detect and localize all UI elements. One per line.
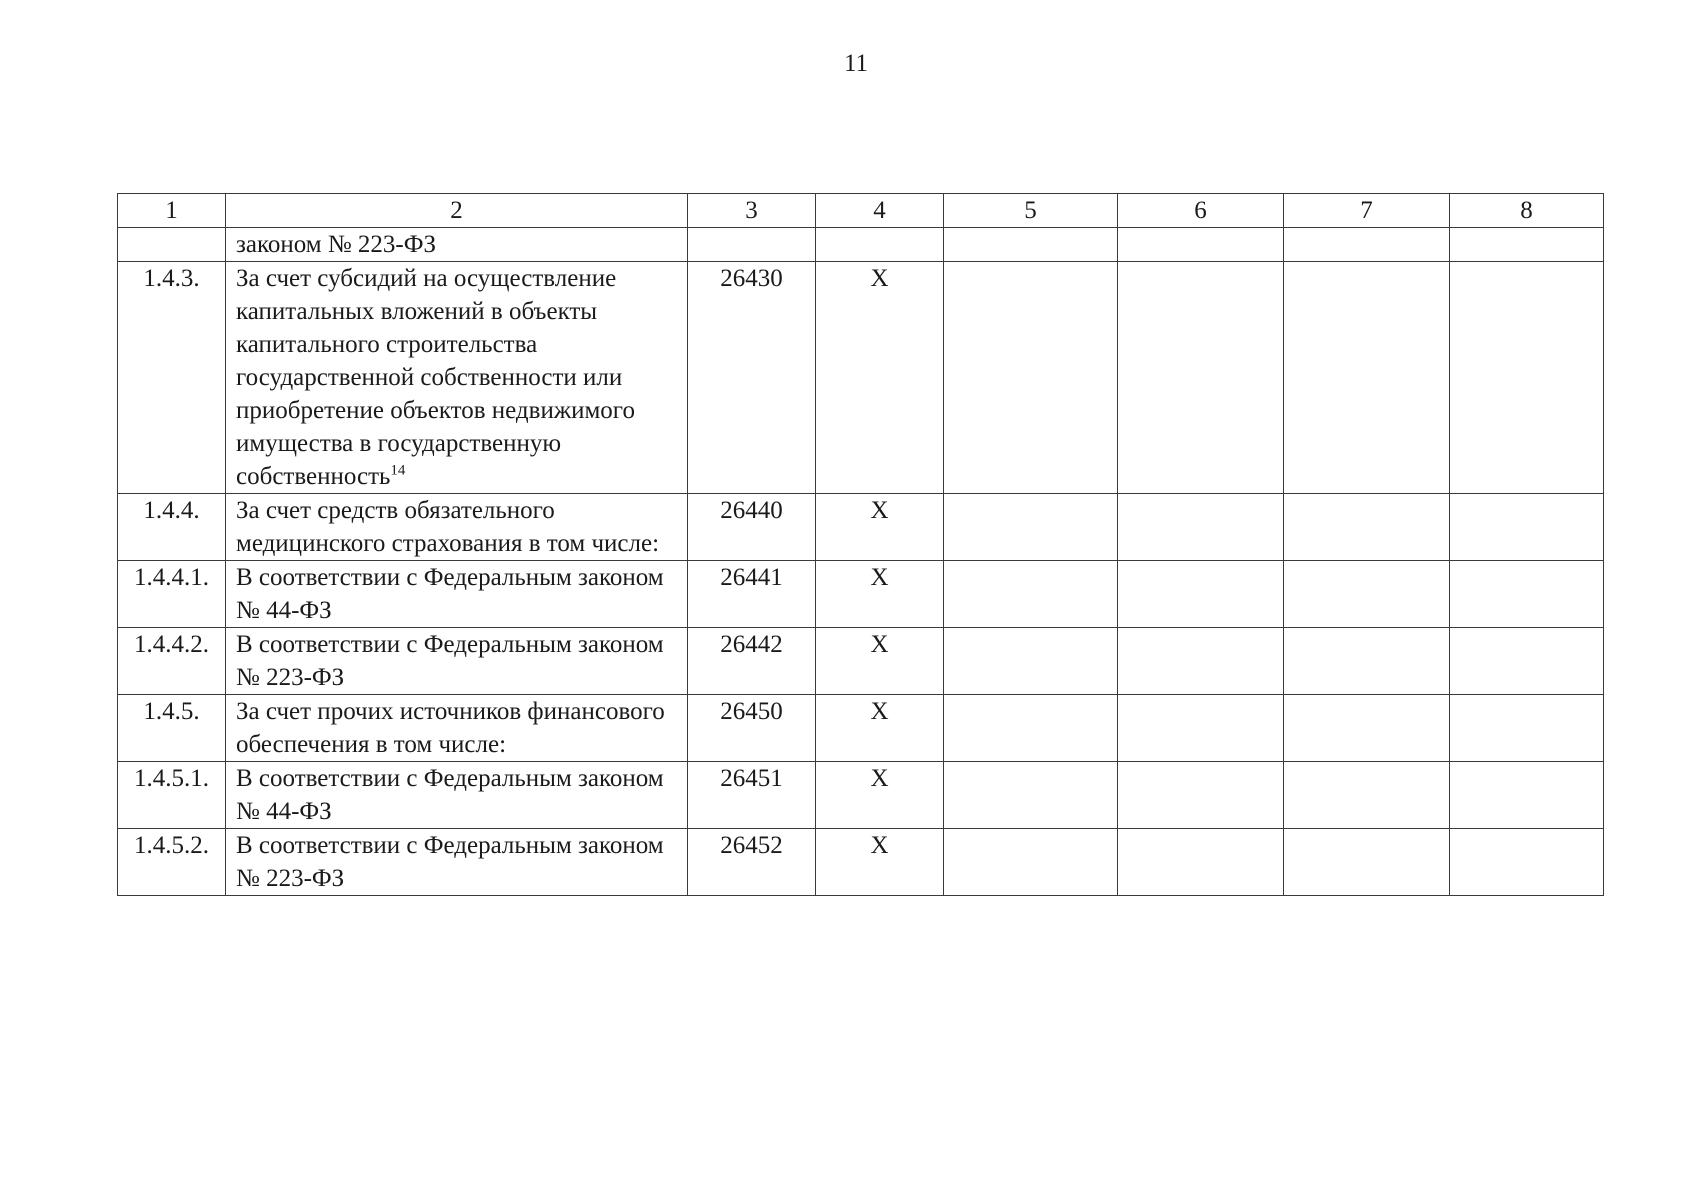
empty-cell [1450, 228, 1604, 262]
empty-cell [944, 695, 1118, 762]
report-table [117, 193, 1604, 896]
row-description [226, 494, 688, 561]
row-code: 26452 [688, 829, 816, 896]
row-description-text: В соответствии с Федеральным законом № 223-ФЗ [236, 832, 664, 892]
empty-cell [1284, 262, 1450, 494]
row-description [226, 829, 688, 896]
row-description [226, 628, 688, 695]
empty-cell [1118, 762, 1284, 829]
column-header: 3 [688, 194, 816, 228]
row-code: 26451 [688, 762, 816, 829]
row-code [688, 228, 816, 262]
column-header: 8 [1450, 194, 1604, 228]
row-number: 1.4.4.1. [118, 561, 226, 628]
table-header-row [118, 194, 1604, 228]
empty-cell [1118, 695, 1284, 762]
column-header: 1 [118, 194, 226, 228]
empty-cell [944, 762, 1118, 829]
table-row [118, 628, 1604, 695]
table-row [118, 561, 1604, 628]
row-description-text: законом № 223-ФЗ [236, 231, 437, 258]
empty-cell [944, 628, 1118, 695]
table-row [118, 695, 1604, 762]
empty-cell [944, 561, 1118, 628]
empty-cell [1284, 494, 1450, 561]
table-row [118, 829, 1604, 896]
row-mark: X [816, 829, 944, 896]
column-header: 4 [816, 194, 944, 228]
row-description-text: В соответствии с Федеральным законом № 44-ФЗ [236, 564, 664, 624]
row-description-text: В соответствии с Федеральным законом № 223-ФЗ [236, 631, 664, 691]
row-mark: X [816, 695, 944, 762]
empty-cell [1118, 494, 1284, 561]
row-number: 1.4.3. [118, 262, 226, 494]
row-mark: X [816, 262, 944, 494]
empty-cell [1450, 762, 1604, 829]
row-number [118, 228, 226, 262]
empty-cell [944, 829, 1118, 896]
row-mark: X [816, 494, 944, 561]
row-number: 1.4.5.2. [118, 829, 226, 896]
row-mark: X [816, 561, 944, 628]
row-description [226, 262, 688, 494]
row-mark [816, 228, 944, 262]
empty-cell [1284, 561, 1450, 628]
table-row [118, 494, 1604, 561]
empty-cell [1450, 494, 1604, 561]
row-code: 26440 [688, 494, 816, 561]
column-header: 7 [1284, 194, 1450, 228]
row-mark: X [816, 628, 944, 695]
row-description-text: За счет средств обязательного медицинского страхования в том числе: [236, 497, 660, 557]
row-number: 1.4.4. [118, 494, 226, 561]
row-number: 1.4.5.1. [118, 762, 226, 829]
column-header: 2 [226, 194, 688, 228]
row-description [226, 228, 688, 262]
empty-cell [944, 262, 1118, 494]
empty-cell [1118, 628, 1284, 695]
row-description [226, 561, 688, 628]
empty-cell [1118, 829, 1284, 896]
footnote-marker: 14 [390, 462, 406, 479]
empty-cell [1118, 228, 1284, 262]
row-number: 1.4.5. [118, 695, 226, 762]
row-mark: X [816, 762, 944, 829]
row-code: 26442 [688, 628, 816, 695]
row-description-text: За счет субсидий на осуществление капитальных вложений в объекты капитального строительства государственной собственности или приобретение объектов недвижимого имущества в государственную собственность [236, 265, 635, 490]
column-header: 5 [944, 194, 1118, 228]
row-number: 1.4.4.2. [118, 628, 226, 695]
empty-cell [944, 228, 1118, 262]
row-code: 26441 [688, 561, 816, 628]
empty-cell [1450, 561, 1604, 628]
empty-cell [1284, 762, 1450, 829]
row-description [226, 695, 688, 762]
row-description-text: В соответствии с Федеральным законом № 44-ФЗ [236, 765, 664, 825]
row-description [226, 762, 688, 829]
empty-cell [944, 494, 1118, 561]
empty-cell [1450, 829, 1604, 896]
table-row [118, 228, 1604, 262]
empty-cell [1284, 228, 1450, 262]
empty-cell [1450, 262, 1604, 494]
empty-cell [1284, 695, 1450, 762]
page-number: 11 [843, 50, 869, 77]
empty-cell [1118, 262, 1284, 494]
empty-cell [1284, 628, 1450, 695]
table-row [118, 262, 1604, 494]
empty-cell [1450, 695, 1604, 762]
table-row [118, 762, 1604, 829]
row-code: 26450 [688, 695, 816, 762]
column-header: 6 [1118, 194, 1284, 228]
row-code: 26430 [688, 262, 816, 494]
row-description-text: За счет прочих источников финансового обеспечения в том числе: [236, 698, 665, 758]
empty-cell [1118, 561, 1284, 628]
empty-cell [1450, 628, 1604, 695]
empty-cell [1284, 829, 1450, 896]
